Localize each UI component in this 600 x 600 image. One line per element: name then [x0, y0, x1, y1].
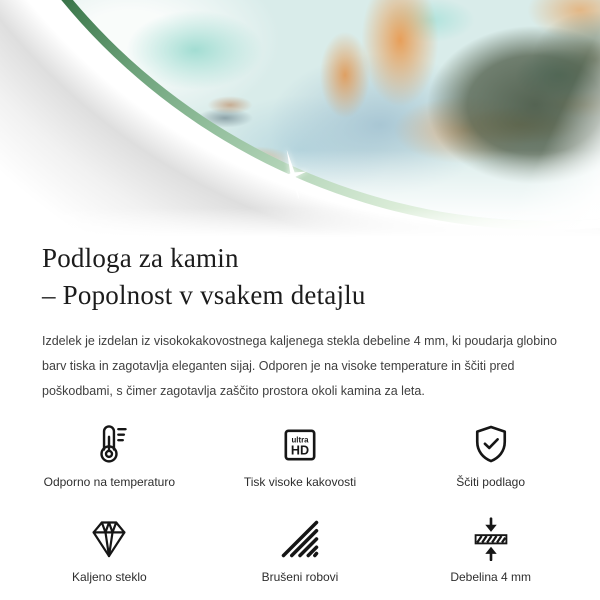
feature-grid — [14, 420, 586, 584]
feature-label: Kaljeno steklo — [71, 570, 147, 584]
feature-beveled-edges — [205, 515, 396, 584]
feature-thickness — [395, 515, 586, 584]
product-description-text: Izdelek je izdelan iz visokokakovostnega kaljenega stekla debeline 4 mm, ki poudarja globino barv tiska in zagotavlja eleganten sijaj. Odporen je na visoke temperature in ščiti pred poškodbami, s čimer zagotavlja zaščito prostora okoli kamina za leta. — [42, 334, 557, 398]
feature-label: Brušeni robovi — [261, 570, 339, 584]
feature-label: Odporno na temperaturo — [43, 475, 176, 489]
product-description-section — [0, 240, 600, 404]
feature-protects-surface — [395, 420, 586, 489]
thickness-icon — [469, 515, 513, 561]
page-title-line1: Podloga za kamin — [42, 243, 239, 273]
shield-check-icon — [469, 420, 513, 466]
feature-label: Ščiti podlago — [456, 475, 526, 489]
ultra-hd-icon-text-bottom: HD — [290, 443, 310, 458]
ultra-hd-icon — [279, 420, 321, 466]
ultra-hd-icon-text-top: ultra — [291, 435, 309, 445]
feature-tempered-glass — [14, 515, 205, 584]
page-title — [42, 240, 558, 314]
thermometer-icon — [87, 420, 131, 466]
product-photo — [0, 0, 600, 240]
feature-label: Tisk visoke kakovosti — [243, 475, 357, 489]
diamond-icon — [87, 515, 131, 561]
feature-temperature — [14, 420, 205, 489]
feature-label: Debelina 4 mm — [450, 570, 532, 584]
hero-bottom-fade — [0, 208, 600, 240]
page-title-line2: – Popolnost v vsakem detajlu — [42, 280, 366, 310]
beveled-edges-icon — [278, 515, 322, 561]
feature-print-quality — [205, 420, 396, 489]
